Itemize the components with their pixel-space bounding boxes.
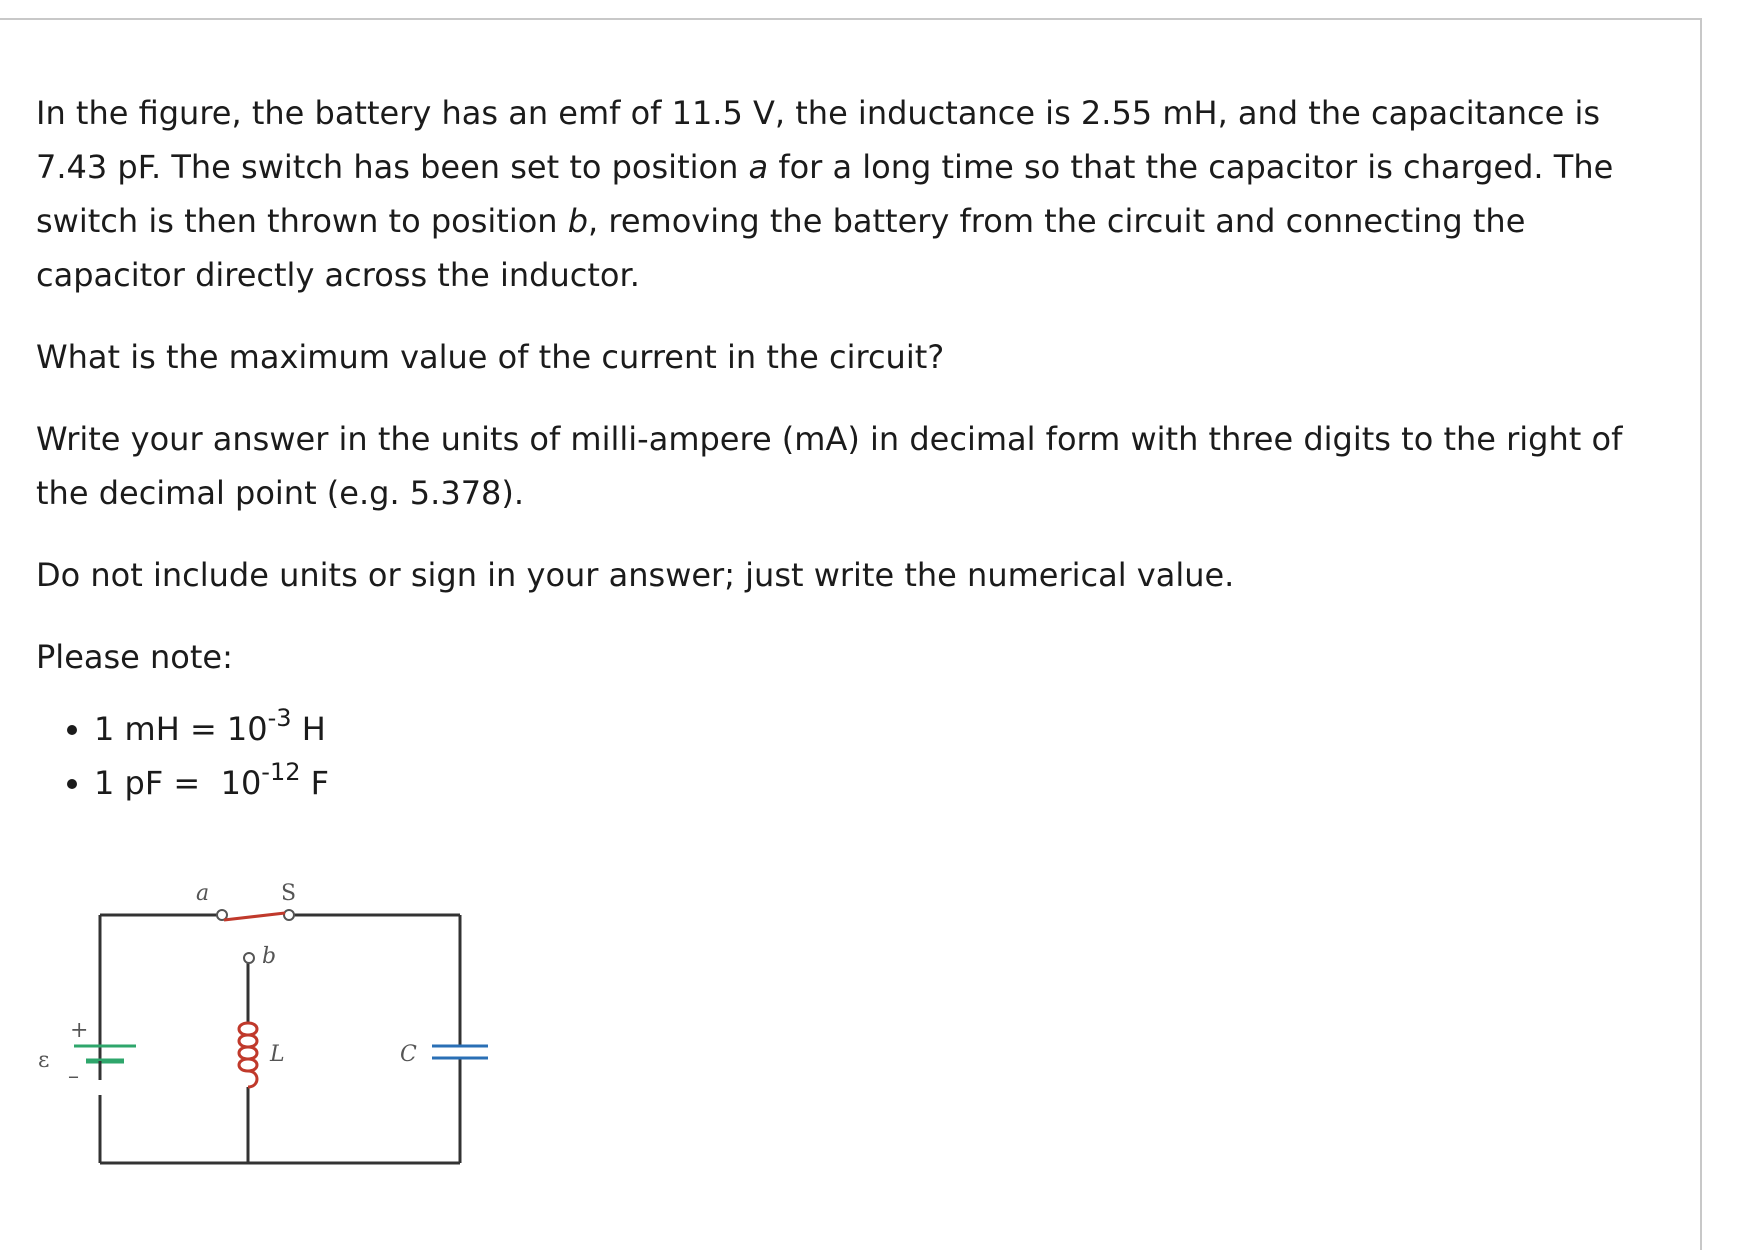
- circuit-figure: [30, 855, 510, 1215]
- right-divider: [1700, 18, 1702, 1250]
- question-paragraph-5: Please note:: [36, 638, 233, 676]
- switch-pivot: [284, 910, 294, 920]
- switch-blade: [224, 913, 285, 920]
- position-a-text: a: [748, 148, 769, 186]
- question-paragraph-2: What is the maximum value of the current in the circuit?: [36, 338, 945, 376]
- inductor-coil: [239, 1023, 257, 1087]
- switch-terminal-b: [244, 953, 254, 963]
- label-minus: –: [68, 1064, 79, 1089]
- note-item-mh: • 1 mH = $10^{-3}$ H: [94, 702, 1676, 756]
- note-list: [36, 702, 1676, 810]
- question-paragraph-4: Do not include units or sign in your answer; just write the numerical value.: [36, 556, 1235, 594]
- label-a: a: [196, 881, 210, 906]
- label-inductor: L: [270, 1042, 285, 1067]
- label-b: b: [262, 944, 277, 969]
- position-b-text: b: [567, 202, 589, 240]
- circuit-diagram: [30, 855, 510, 1215]
- label-emf: ε: [38, 1048, 50, 1073]
- top-divider: [0, 18, 1700, 20]
- label-capacitor: C: [400, 1042, 417, 1067]
- question-content: [36, 86, 1676, 810]
- question-paragraph-1: In the figure, the battery has an emf of 11.5 V, the inductance is 2.55 mH, and the capacitance is 7.43 pF. The switch has been set to position a for a long time so that the capacitor is charged. The switch is then thrown to position b, removing the battery from the circuit and connecting the capacitor directly across the inductor.: [36, 94, 1614, 294]
- note-item-pf: • 1 pF = $10^{-12}$ F: [94, 756, 1676, 810]
- label-plus: +: [70, 1018, 89, 1043]
- label-s: S: [281, 881, 297, 906]
- question-paragraph-3: Write your answer in the units of milli-ampere (mA) in decimal form with three digits to the right of the decimal point (e.g. 5.378).: [36, 420, 1623, 512]
